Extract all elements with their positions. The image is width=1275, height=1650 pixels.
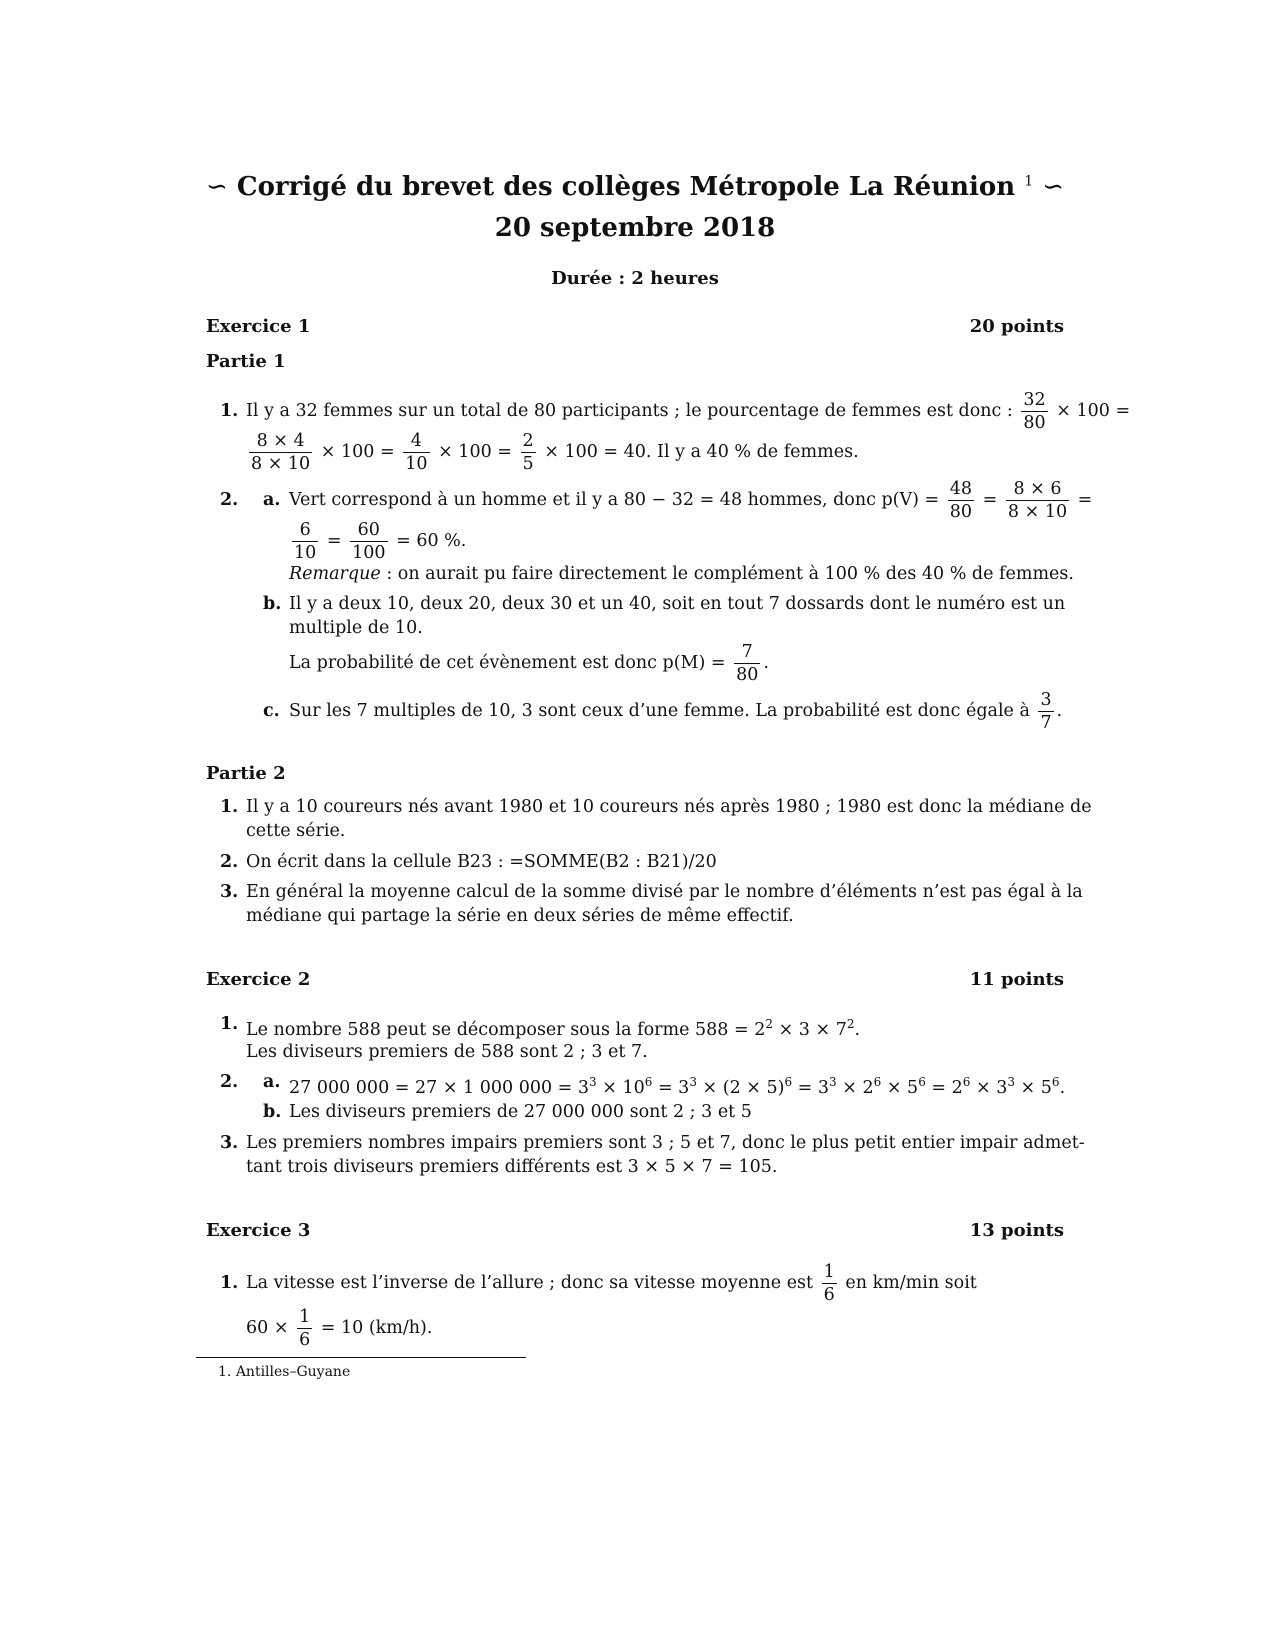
math-text: = 3: [792, 1077, 830, 1098]
math-text: × 3: [970, 1077, 1008, 1098]
fraction: [1006, 478, 1069, 523]
exponent: 6: [1051, 1075, 1060, 1089]
title-footnote-mark: 1: [1024, 173, 1034, 190]
fraction-denominator: 80: [949, 502, 973, 522]
fraction-numerator: 32: [1023, 390, 1046, 410]
ex1-q2c-line: [289, 689, 1062, 734]
math-text: =: [326, 531, 342, 551]
exercise-3-header: [206, 1220, 1064, 1241]
exercise-1-points: 20 points: [969, 316, 1064, 337]
footnote-text: Antilles–Guyane: [235, 1364, 351, 1380]
footnote: [218, 1364, 350, 1380]
math-text: = 3: [652, 1077, 690, 1098]
exponent: 6: [784, 1075, 793, 1089]
ex1-q1-line1: [246, 389, 1130, 434]
fraction-numerator: 6: [292, 519, 318, 542]
math-text: × 10: [596, 1077, 645, 1098]
ex2-q1-line2: Les diviseurs premiers de 588 sont 2 ; 3 et 7.: [246, 1042, 648, 1062]
fraction-denominator: 6: [823, 1285, 835, 1305]
exponent: 2: [765, 1017, 773, 1031]
exercise-2-title: Exercice 2: [206, 969, 311, 990]
fraction-numerator: 8 × 6: [1006, 478, 1069, 501]
exponent: 6: [644, 1075, 653, 1089]
ex1-p2-q1-line1: Il y a 10 coureurs nés avant 1980 et 10 coureurs nés après 1980 ; 1980 est donc la médiane de: [246, 797, 1092, 817]
ex1-q2a-remark: [289, 563, 1074, 585]
fraction-numerator: 3: [1040, 690, 1052, 710]
duration: Durée : 2 heures: [551, 268, 719, 289]
fraction: [521, 430, 536, 475]
ex1-q2b-line1: Il y a deux 10, deux 20, deux 30 et un 40, soit en tout 7 dossards dont le numéro est un: [289, 594, 1066, 614]
exercise-2-points: 11 points: [969, 969, 1064, 990]
fraction-numerator: 4: [403, 430, 429, 453]
question-number: 3.: [220, 882, 239, 902]
fraction: [822, 1261, 837, 1306]
math-text: × 2: [836, 1077, 874, 1098]
ornament-left-icon: ∽: [206, 172, 228, 202]
title-line-1: Corrigé du brevet des collèges Métropole La Réunion: [236, 172, 1016, 202]
fraction: [292, 519, 318, 564]
ex1-q2a-line2: [289, 519, 466, 564]
math-text: .: [1056, 701, 1063, 721]
fraction: [948, 478, 974, 523]
math-text: = 60 %.: [396, 531, 467, 551]
fraction: [734, 641, 760, 686]
ex1-q1-line2: [246, 430, 859, 475]
fraction-denominator: 80: [736, 665, 759, 685]
ex1-p2-q3-line1: En général la moyenne calcul de la somme divisé par le nombre d’éléments n’est pas égal à la: [246, 882, 1083, 902]
fraction: [297, 1306, 312, 1351]
math-text: 27 000 000 = 27 × 1 000 000 = 3: [289, 1077, 590, 1098]
math-text: .: [1059, 1077, 1066, 1098]
subquestion-label: b.: [263, 1102, 282, 1122]
fraction-denominator: 5: [522, 454, 534, 474]
math-text: × 5: [881, 1077, 919, 1098]
fraction: [350, 519, 387, 564]
fraction: [1021, 389, 1047, 434]
fraction-numerator: 7: [734, 641, 760, 664]
remark-label: Remarque: [289, 564, 381, 584]
question-number: 2.: [220, 490, 239, 510]
ex2-q2a-line: [289, 1071, 1065, 1099]
ex2-q3-line1: Les premiers nombres impairs premiers sont 3 ; 5 et 7, donc le plus petit entier impair admet-: [246, 1133, 1085, 1153]
fraction-numerator: 48: [949, 479, 973, 499]
fraction-denominator: 10: [405, 454, 428, 474]
fraction-denominator: 10: [294, 543, 317, 563]
fraction-numerator: 2: [522, 431, 534, 451]
math-text: Sur les 7 multiples de 10, 3 sont ceux d’une femme. La probabilité est donc égale à: [289, 701, 1030, 721]
ex1-q2a-text: Vert correspond à un homme et il y a 80 − 32 = 48 hommes, donc p(V) =: [289, 490, 940, 510]
fraction-numerator: 1: [823, 1262, 835, 1282]
question-number: 2.: [220, 852, 239, 872]
question-number: 1.: [220, 797, 239, 817]
math-text: La vitesse est l’inverse de l’allure ; donc sa vitesse moyenne est: [246, 1273, 814, 1293]
fraction-numerator: 8 × 4: [249, 430, 312, 453]
math-text: 60 ×: [246, 1318, 289, 1338]
math-text: × 100 =: [320, 442, 395, 462]
fraction-numerator: 1: [299, 1307, 311, 1327]
subquestion-label: a.: [263, 490, 281, 510]
fraction: [249, 430, 312, 475]
ex1-q2b-line2: multiple de 10.: [289, 618, 423, 638]
exponent: 3: [689, 1075, 697, 1089]
ex1-q2b-line3: [289, 641, 769, 686]
math-text: × 100 =: [438, 442, 512, 462]
fraction-denominator: 100: [352, 543, 386, 563]
ex1-p2-q1-line2: cette série.: [246, 821, 346, 841]
math-text: × 100 =: [1056, 401, 1131, 421]
math-text: =: [1077, 490, 1093, 510]
exercise-3-title: Exercice 3: [206, 1220, 311, 1241]
math-text: × (2 × 5): [696, 1077, 785, 1098]
question-number: 1.: [220, 1273, 239, 1293]
question-number: 3.: [220, 1133, 239, 1153]
ex1-p2-q3-line2: médiane qui partage la série en deux séries de même effectif.: [246, 906, 794, 926]
math-text: .: [854, 1019, 861, 1040]
fraction: [1038, 689, 1053, 734]
subquestion-label: c.: [263, 701, 280, 721]
ex1-q2a-line1: [289, 478, 1092, 523]
subquestion-label: a.: [263, 1072, 281, 1092]
exercise-1-header: [206, 316, 1064, 337]
fraction-denominator: 8 × 10: [251, 454, 311, 474]
fraction-numerator: 60: [350, 519, 387, 542]
exponent: 3: [589, 1075, 597, 1089]
document-title: [206, 172, 1064, 202]
fraction-denominator: 6: [299, 1330, 311, 1350]
math-text: × 5: [1014, 1077, 1052, 1098]
ex2-q2b-line: Les diviseurs premiers de 27 000 000 sont 2 ; 3 et 5: [289, 1102, 752, 1122]
math-text: .: [763, 653, 769, 673]
ex2-q1-line1: [246, 1013, 860, 1041]
fraction-denominator: 7: [1040, 713, 1052, 733]
math-text: × 3 × 7: [773, 1019, 847, 1040]
exponent: 2: [846, 1017, 855, 1031]
math-text: La probabilité de cet évènement est donc p(M) =: [289, 653, 726, 673]
fraction-denominator: 80: [1023, 413, 1046, 433]
ex3-q1-line1: [246, 1261, 977, 1306]
exercise-1-title: Exercice 1: [206, 316, 311, 337]
fraction-denominator: 8 × 10: [1007, 502, 1068, 522]
exponent: 3: [829, 1075, 837, 1089]
math-text: = 2: [925, 1077, 963, 1098]
exponent: 6: [873, 1075, 882, 1089]
ex1-p2-q2-line: On écrit dans la cellule B23 : =SOMME(B2 : B21)/20: [246, 852, 717, 872]
subquestion-label: b.: [263, 594, 282, 614]
math-text: en km/min soit: [845, 1273, 977, 1293]
question-number: 2.: [220, 1072, 239, 1092]
part-2-title: Partie 2: [206, 763, 286, 784]
question-number: 1.: [220, 1014, 239, 1034]
question-number: 1.: [220, 401, 239, 421]
fraction: [403, 430, 429, 475]
exercise-2-header: [206, 969, 1064, 990]
footnote-divider: [196, 1357, 526, 1358]
title-date: 20 septembre 2018: [494, 213, 776, 243]
exponent: 6: [962, 1075, 971, 1089]
part-1-title: Partie 1: [206, 351, 286, 372]
ex1-q1-text: Il y a 32 femmes sur un total de 80 participants ; le pourcentage de femmes est donc :: [246, 401, 1013, 421]
exponent: 3: [1007, 1075, 1015, 1089]
ornament-right-icon: ∽: [1042, 172, 1064, 202]
ex2-q3-line2: tant trois diviseurs premiers différents est 3 × 5 × 7 = 105.: [246, 1157, 778, 1177]
footnote-number: 1.: [218, 1364, 232, 1380]
math-text: Le nombre 588 peut se décomposer sous la forme 588 = 2: [246, 1019, 766, 1040]
math-text: =: [982, 490, 998, 510]
math-text: × 100 = 40. Il y a 40 % de femmes.: [544, 442, 859, 462]
ex3-q1-line2: [246, 1306, 432, 1351]
exponent: 6: [918, 1075, 926, 1089]
math-text: = 10 (km/h).: [320, 1318, 433, 1338]
remark-text: : on aurait pu faire directement le complément à 100 % des 40 % de femmes.: [380, 564, 1074, 584]
exercise-3-points: 13 points: [969, 1220, 1064, 1241]
